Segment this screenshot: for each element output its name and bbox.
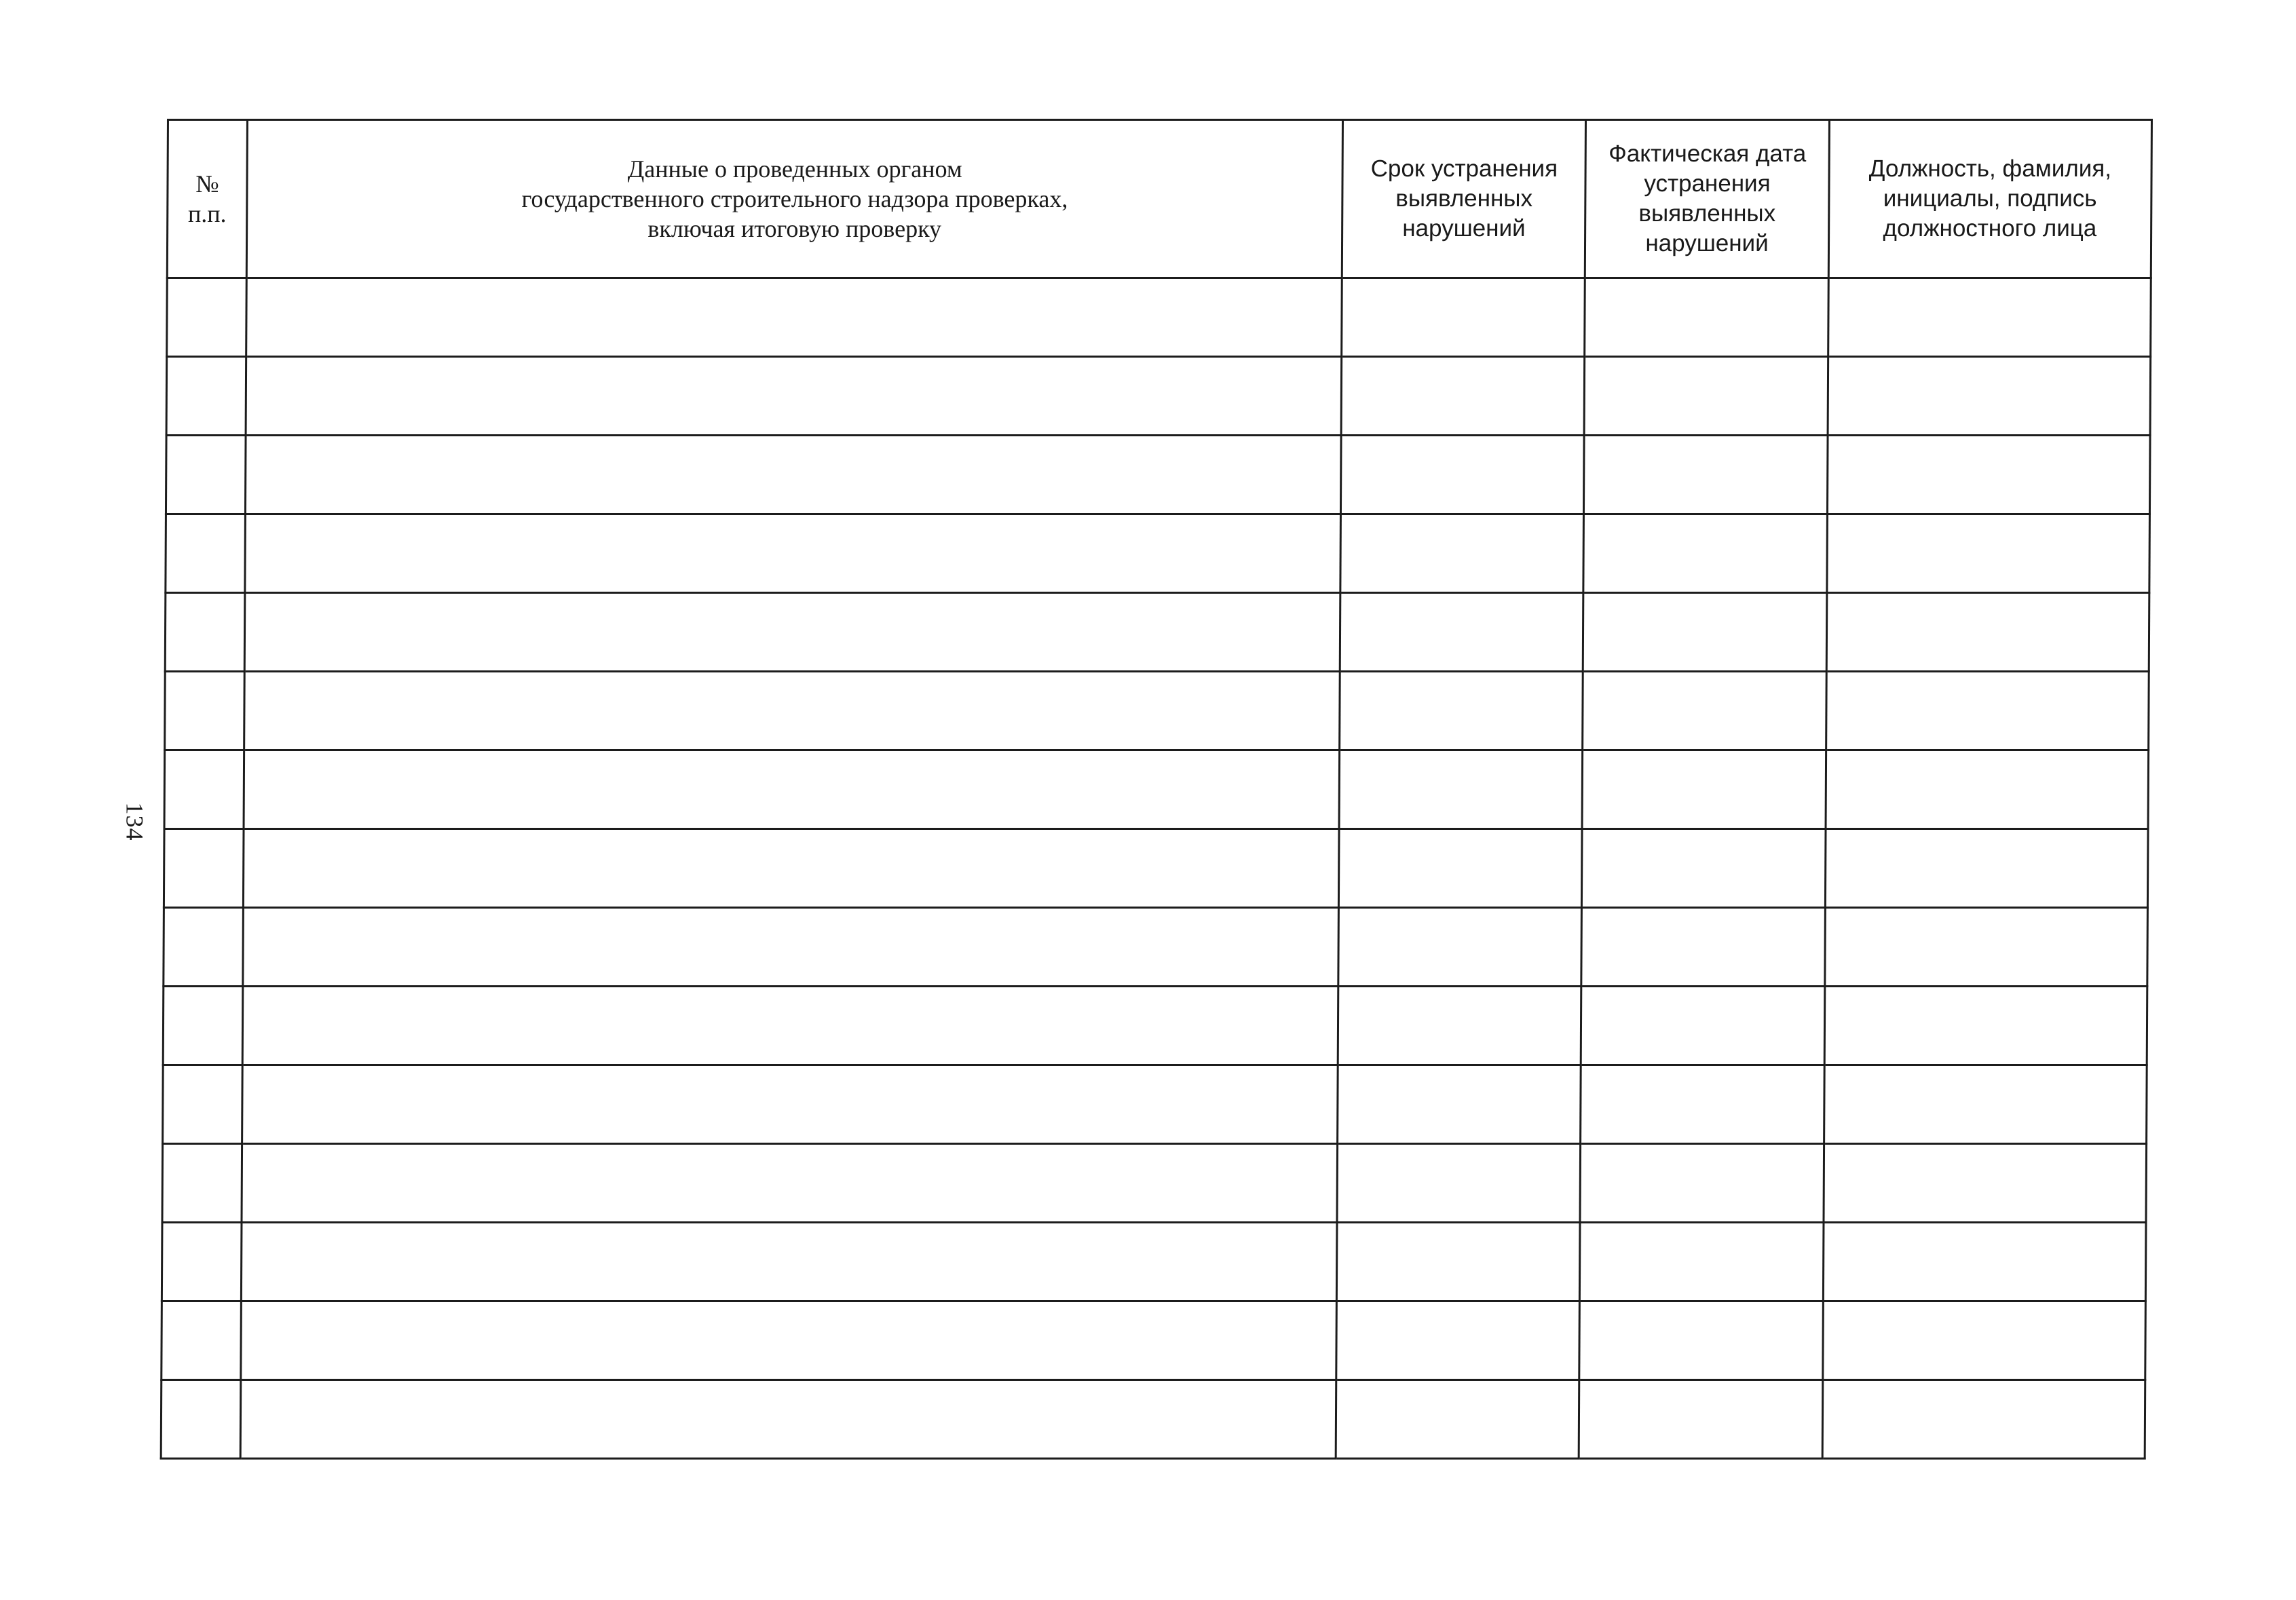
- cell-official: [1826, 672, 2149, 750]
- header-official: [1828, 120, 2152, 278]
- cell-inspection-data: [242, 1144, 1338, 1223]
- cell-number: [162, 1144, 242, 1223]
- table-row: [167, 278, 2151, 357]
- cell-inspection-data: [242, 1065, 1338, 1144]
- cell-number: [162, 1223, 242, 1301]
- header-actual-date: [1585, 120, 1829, 278]
- cell-number: [164, 750, 244, 829]
- header-inspection-data-line: государственного строительного надзора проверках,: [521, 185, 1068, 212]
- cell-actual-date: [1583, 672, 1826, 750]
- cell-actual-date: [1579, 1301, 1823, 1380]
- cell-inspection-data: [246, 436, 1342, 514]
- cell-deadline: [1336, 1301, 1580, 1380]
- header-inspection-data-line: включая итоговую проверку: [647, 215, 942, 242]
- table-row: [164, 908, 2148, 987]
- header-deadline-line: нарушений: [1402, 215, 1526, 242]
- cell-official: [1824, 1144, 2147, 1223]
- header-actual-date-line: нарушений: [1645, 230, 1769, 256]
- table-row: [164, 750, 2149, 829]
- cell-deadline: [1338, 1065, 1581, 1144]
- cell-actual-date: [1585, 278, 1828, 357]
- cell-number: [163, 987, 243, 1065]
- header-actual-date-line: выявленных: [1638, 200, 1776, 227]
- cell-deadline: [1338, 908, 1582, 987]
- header-deadline-line: Срок устранения: [1370, 155, 1558, 182]
- cell-inspection-data: [246, 278, 1342, 357]
- table-row: [166, 436, 2150, 514]
- header-inspection-data: [246, 120, 1342, 278]
- header-official-line: должностного лица: [1883, 215, 2097, 242]
- cell-number: [166, 514, 246, 593]
- inspection-register-table: [160, 119, 2153, 1460]
- table-row: [164, 829, 2148, 908]
- cell-actual-date: [1581, 987, 1825, 1065]
- cell-official: [1822, 1301, 2145, 1380]
- cell-deadline: [1336, 1380, 1579, 1459]
- cell-number: [166, 357, 246, 436]
- cell-actual-date: [1581, 1065, 1824, 1144]
- cell-number: [166, 436, 246, 514]
- cell-number: [167, 278, 247, 357]
- table-row: [162, 1144, 2147, 1223]
- cell-deadline: [1340, 514, 1584, 593]
- cell-deadline: [1339, 829, 1583, 908]
- header-number-line: №: [195, 170, 219, 197]
- cell-number: [164, 908, 244, 987]
- cell-official: [1826, 514, 2149, 593]
- table-row: [165, 593, 2149, 672]
- cell-actual-date: [1580, 1223, 1824, 1301]
- cell-number: [161, 1380, 241, 1459]
- cell-actual-date: [1584, 357, 1828, 436]
- cell-inspection-data: [243, 908, 1339, 987]
- cell-official: [1826, 750, 2149, 829]
- cell-deadline: [1337, 1144, 1581, 1223]
- cell-official: [1822, 1380, 2145, 1459]
- header-actual-date-line: Фактическая дата: [1608, 140, 1807, 167]
- table-row: [161, 1380, 2145, 1459]
- table-row: [166, 357, 2151, 436]
- cell-official: [1825, 829, 2148, 908]
- cell-official: [1823, 1223, 2146, 1301]
- cell-deadline: [1338, 987, 1581, 1065]
- cell-actual-date: [1581, 908, 1825, 987]
- cell-official: [1826, 593, 2149, 672]
- header-number: [167, 120, 247, 278]
- header-actual-date-line: устранения: [1644, 170, 1771, 197]
- table-row: [163, 1065, 2147, 1144]
- cell-inspection-data: [244, 593, 1340, 672]
- cell-number: [162, 1301, 242, 1380]
- cell-actual-date: [1583, 593, 1827, 672]
- cell-actual-date: [1583, 514, 1827, 593]
- cell-actual-date: [1582, 829, 1826, 908]
- cell-deadline: [1342, 278, 1585, 357]
- cell-number: [164, 829, 244, 908]
- cell-inspection-data: [241, 1223, 1337, 1301]
- cell-official: [1828, 357, 2151, 436]
- table-row: [166, 514, 2150, 593]
- cell-number: [165, 593, 245, 672]
- cell-deadline: [1337, 1223, 1581, 1301]
- cell-deadline: [1341, 436, 1585, 514]
- header-inspection-data-line: Данные о проведенных органом: [627, 155, 962, 183]
- cell-inspection-data: [241, 1301, 1337, 1380]
- header-number-line: п.п.: [187, 200, 227, 227]
- cell-inspection-data: [243, 829, 1339, 908]
- cell-deadline: [1340, 672, 1583, 750]
- table-header-row: [167, 120, 2151, 278]
- table-row: [163, 987, 2147, 1065]
- cell-official: [1824, 1065, 2147, 1144]
- cell-deadline: [1341, 357, 1585, 436]
- cell-inspection-data: [246, 357, 1342, 436]
- cell-inspection-data: [244, 750, 1340, 829]
- table-row: [165, 672, 2149, 750]
- header-official-line: инициалы, подпись: [1883, 185, 2097, 212]
- cell-deadline: [1340, 593, 1583, 672]
- table-body: [161, 278, 2151, 1459]
- cell-inspection-data: [245, 514, 1341, 593]
- cell-actual-date: [1584, 436, 1828, 514]
- header-deadline: [1342, 120, 1585, 278]
- table-row: [162, 1223, 2146, 1301]
- header-official-line: Должность, фамилия,: [1868, 155, 2112, 182]
- cell-actual-date: [1580, 1144, 1824, 1223]
- page-number: 134: [121, 802, 149, 841]
- table-row: [162, 1301, 2146, 1380]
- cell-official: [1827, 436, 2150, 514]
- cell-official: [1824, 987, 2147, 1065]
- cell-number: [163, 1065, 243, 1144]
- cell-inspection-data: [244, 672, 1340, 750]
- cell-official: [1824, 908, 2147, 987]
- cell-actual-date: [1579, 1380, 1823, 1459]
- cell-deadline: [1339, 750, 1583, 829]
- cell-number: [165, 672, 245, 750]
- cell-actual-date: [1582, 750, 1826, 829]
- cell-official: [1828, 278, 2151, 357]
- header-deadline-line: выявленных: [1395, 185, 1533, 212]
- cell-inspection-data: [242, 987, 1338, 1065]
- cell-inspection-data: [240, 1380, 1336, 1459]
